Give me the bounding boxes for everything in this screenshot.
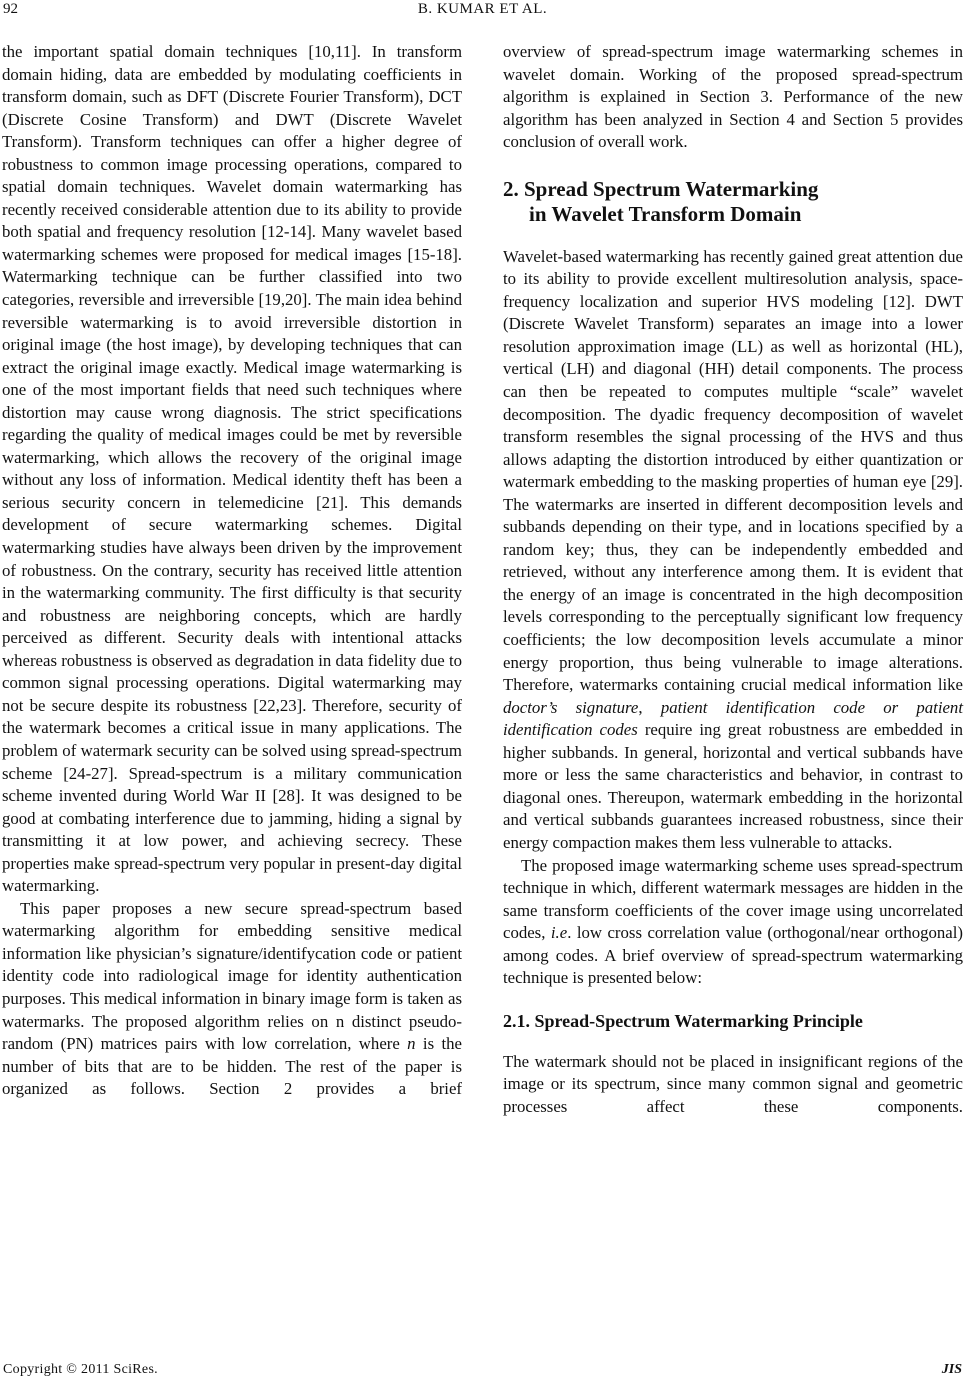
right-paragraph-2 [503,246,963,855]
right-paragraph-2-text-b: , [638,697,661,717]
right-paragraph-2-text-a: Wavelet-based watermarking has recently gained great attention due to its ability to provide excellent multiresolution analysis, space-frequency localization and superior HVS modeling [12]. DWT (Discrete Wavelet Transform) separates an image into a lower resolution approximation image (LL) as well as horizontal (HL), vertical (LH) and diagonal (HH) detail components. The process can then be repeated to computes multiple “scale” wavelet decomposition. The dyadic frequency decomposition of wavelet transform resembles the signal processing of the HVS and thus allows adapting the distortion introduced by either quantization or watermark embedding to the masking properties of human eye [29]. The watermarks are inserted in different decomposition levels and subbands depending on their type, and in locations specified by a random key; thus, they can be independently embedded and retrieved, without any interference among them. It is evident that the energy of an image is concentrated in the high decomposition levels corresponding to the perceptually significant low frequency coefficients; the low decomposition levels accumulate a minor energy proportion, thus being vulnerable to image alterations. Therefore, watermarks containing crucial medical information like [503,246,963,695]
left-paragraph-2-italic: n [407,1034,416,1054]
page-footer [0,1362,965,1384]
page-header [0,0,965,24]
right-paragraph-4-text: The watermark should not be placed in insignificant regions of the image or its spectrum, since many common signal and geometric processes affect these components. [503,1051,963,1116]
left-paragraph-1: the important spatial domain techniques [10,11]. In transform domain hiding, data are embedded by modulating coefficients in transform domain, such as DFT (Discrete Fourier Transform), DCT (Discrete Cosine Transform) and DWT (Discrete Wavelet Transform). Transform techniques can offer a higher degree of robustness to common image processing operations, compared to spatial domain techniques. Wavelet domain watermarking has recently received considerable attention due to its ability to provide both spatial and frequency resolution [12-14]. Many wavelet based watermarking schemes were proposed for medical images [15-18]. Watermarking technique can be further classified into two categories, reversible and irreversible [19,20]. The main idea behind reversible watermarking is to avoid irreversible distortion in original image (the host image), by developing techniques that can extract the original image exactly. Medical image watermarking is one of the most important fields that need such techniques where distortion may cause wrong diagnosis. The strict specifications regarding the quality of medical images could be met by reversible watermarking, which allows the recovery of the original image without any loss of information. Medical identity theft has been a serious security concern in telemedicine [21]. This demands development of secure watermarking schemes. Digital watermarking studies have always been driven by the improvement of robustness. On the contrary, security has received little attention in the watermarking community. The first difficulty is that security and robustness are neighboring concepts, which are hardly perceived as different. Security deals with intentional attacks whereas robustness is observed as degradation in data fidelity due to common signal processing operations. Digital watermarking may not be secure despite its robustness [22,23]. Therefore, security of the watermark becomes a critical issue in many applications. The problem of watermark security can be solved using spread-spectrum scheme [24-27]. Spread-spectrum is a military communication scheme invented during World War II [28]. It was designed to be good at combating interference due to jamming, hiding a signal by transmitting it at low power, and achieving secrecy. These properties make spread-spectrum very popular in present-day digital watermarking. [2,42,462,896]
right-paragraph-2-italic-1: doctor’s signature [503,697,639,717]
right-column [503,41,963,1141]
page-number: 92 [3,1,18,17]
section-2-heading-line-1: 2. Spread Spectrum Watermarking [503,176,819,201]
right-paragraph-3 [503,855,963,990]
left-paragraph-2-text-a: This paper proposes a new secure spread-spectrum based watermarking algorithm for embedding sensitive medical information like physician’s signature/identifycation code or patient identity code into radiological image for identity authentication purposes. This medical information in binary image form is taken as watermarks. The proposed algorithm relies on n distinct pseudo-random (PN) matrices pairs with low correlation, where [2,898,462,1054]
left-column [2,41,462,1123]
section-2-heading-line-2: in Wavelet Transform Domain [529,201,802,226]
left-paragraph-2 [2,898,462,1123]
running-title: B. KUMAR ET AL. [417,1,548,17]
right-paragraph-4 [503,1051,963,1141]
copyright-notice: Copyright © 2011 SciRes. [3,1362,158,1377]
right-paragraph-3-text-a: The proposed image watermarking scheme uses spread-spectrum technique in which, different watermark messages are hidden in the same transform coefficients of the cover image using uncorrelated codes, [503,855,963,943]
journal-abbreviation: JIS [941,1362,962,1377]
right-paragraph-2-text-c: require ing great robustness are embedded in higher subbands. In general, horizontal and vertical subbands have more or less the same characteristics and behavior, in contrast to diagonal ones. Thereupon, watermark embedding in the horizontal and vertical subbands guarantees increased robustness, since their energy compaction makes them less vulnerable to attacks. [503,720,964,852]
right-paragraph-1: overview of spread-spectrum image watermarking schemes in wavelet domain. Working of the proposed spread-spectrum algorithm is explained in Section 3. Performance of the new algorithm has been analyzed in Section 4 and Section 5 provides conclusion of overall work. [503,42,963,152]
right-paragraph-3-text-b: . low cross correlation value (orthogonal/near orthogonal) among codes. A brief overview of spread-spectrum watermarking technique is presented below: [503,923,963,988]
left-paragraph-2-text-b: is the number of bits that are to be hidden. The rest of the paper is organized as follows. Section 2 provides a brief [2,1034,462,1099]
section-2-heading [503,177,963,227]
right-paragraph-3-italic: i.e [550,923,568,943]
subsection-2-1-heading: 2.1. Spread-Spectrum Watermarking Principle [503,1010,863,1031]
right-paragraph-2-italic-2: patient identification code or patient identification codes [503,697,963,740]
